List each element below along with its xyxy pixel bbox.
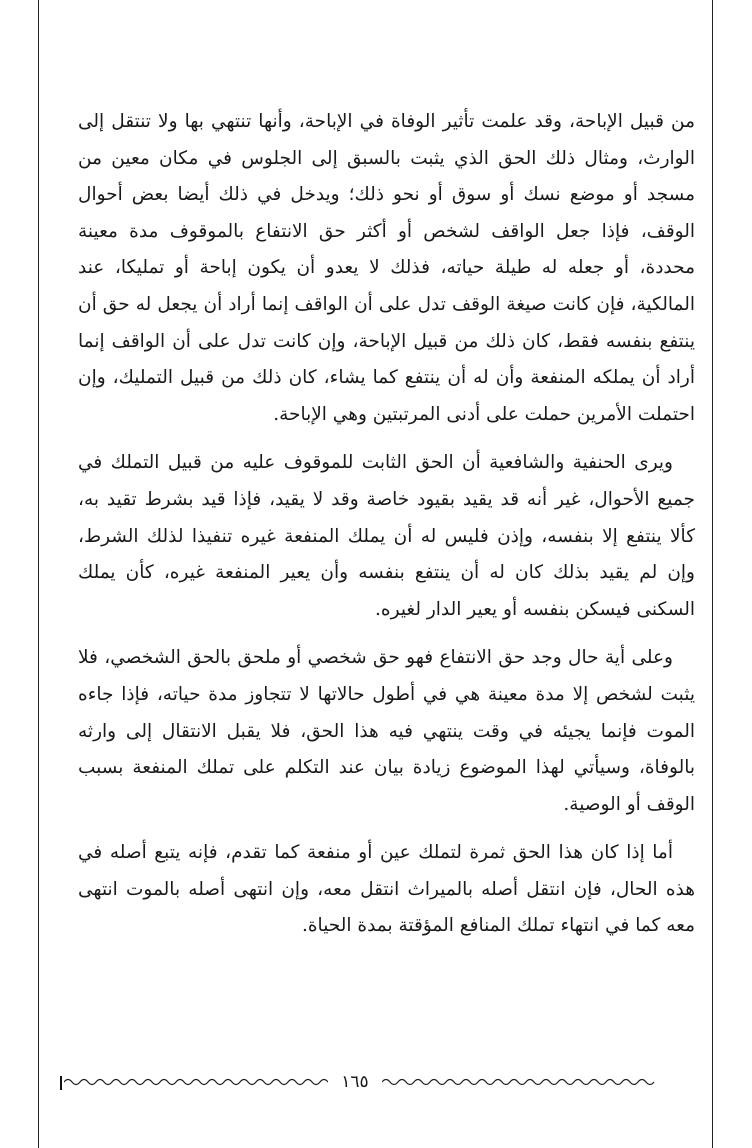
paragraph: أما إذا كان هذا الحق ثمرة لتملك عين أو منفعة كما تقدم، فإنه يتبع أصله في هذه الحال، فإن انتقل أصله بالميراث انتقل معه، وإن انتهى أصله بالموت انتهى معه كما في انتهاء تملك المنافع المؤقتة بمدة الحياة.: [78, 842, 695, 937]
footer-end-bar: [60, 1076, 62, 1090]
paragraph: وعلى أية حال وجد حق الانتفاع فهو حق شخصي أو ملحق بالحق الشخصي، فلا يثبت لشخص إلا مدة معينة هي في أطول حالاتها لا تتجاوز مدة حياته، فإذا جاءه الموت فإنما يجيئه في وقت ينتهي فيه هذا الحق، فلا يقبل الانتقال إلى وارثه بالوفاة، وسيأتي لهذا الموضوع زيادة بيان عند التكلم على تملك المنفعة بسبب الوقف أو الوصية.: [78, 647, 695, 815]
page-footer: [60, 1070, 656, 1094]
paragraph: ويرى الحنفية والشافعية أن الحق الثابت للموقوف عليه من قبيل التملك في جميع الأحوال، غير أنه قد يقيد بقيود خاصة وقد لا يقيد، فإذا قيد بشرط تقيد به، كألا ينتفع إلا بنفسه، وإذن فليس له أن يملك المنفعة غيره تنفيذا لذلك الشرط، وإن لم يقيد بذلك كان له أن ينتفع بنفسه وأن يعير المنفعة غيره، كأن يملك السكنى فيسكن بنفسه أو يعير الدار لغيره.: [78, 452, 695, 620]
paragraph: من قبيل الإباحة، وقد علمت تأثير الوفاة في الإباحة، وأنها تنتهي بها ولا تنتقل إلى الوارث، ومثال ذلك الحق الذي يثبت بالسبق إلى الجلوس في مكان معين من مسجد أو موضع نسك أو سوق أو نحو ذلك؛ ويدخل في ذلك أيضا بعض أحوال الوقف، فإذا جعل الواقف لشخص أو أكثر حق الانتفاع بالموقوف مدة معينة محددة، أو جعله له طيلة حياته، فذلك لا يعدو أن يكون إباحة أو تمليكا، عند المالكية، فإن كانت صيغة الوقف تدل على أن الواقف إنما أراد أن يجعل له حق أن ينتفع بنفسه فقط، كان ذلك من قبيل الإباحة، وإن كانت تدل على أن الواقف إنما أراد أن يملكه المنفعة وأن له أن ينتفع كما يشاء، كان ذلك من قبيل التمليك، وإن احتملت الأمرين حملت على أدنى المرتبتين وهي الإباحة.: [78, 111, 695, 425]
right-margin-rule: [712, 0, 713, 1148]
page-number: ١٦٥: [341, 1072, 369, 1092]
footer-wave-ornament-right: [382, 1076, 656, 1088]
body-text: [78, 104, 695, 957]
left-margin-rule: [38, 0, 39, 1148]
footer-wave-ornament-left: [64, 1076, 328, 1088]
